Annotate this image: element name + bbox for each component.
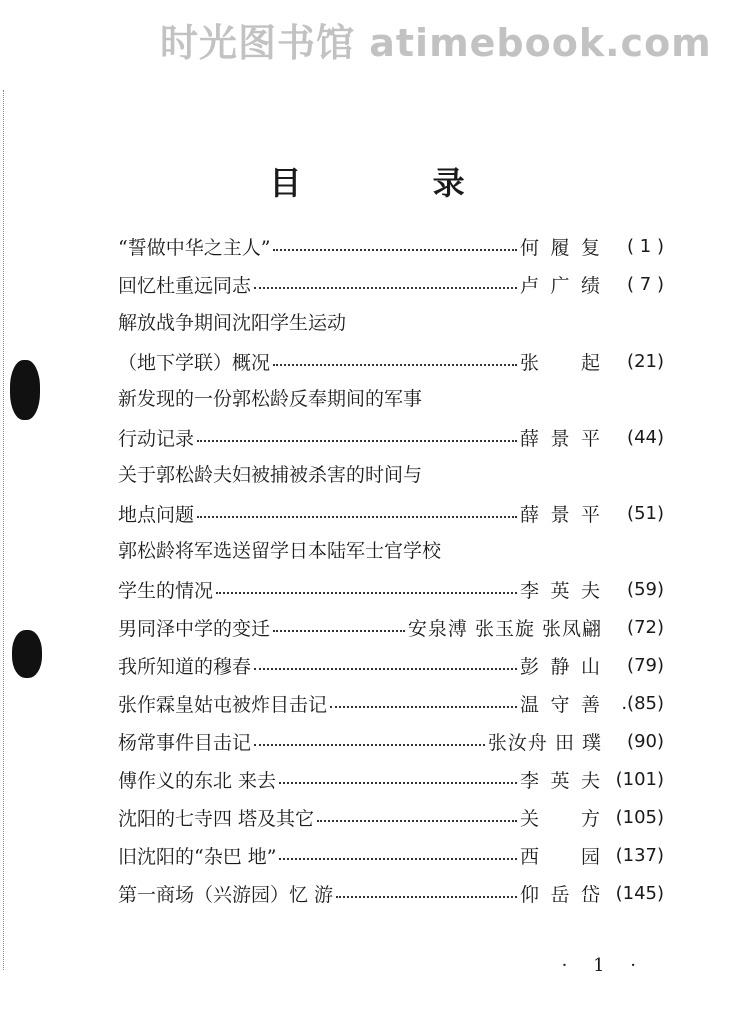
toc-entry-author: 何履复 xyxy=(520,236,602,259)
watermark: 时光图书馆 atimebook.com xyxy=(160,21,712,65)
toc-entry-title: 郭松龄将军选送留学日本陆军士官学校 xyxy=(118,540,442,562)
toc-entry xyxy=(118,266,664,302)
toc-entry-author: 李英夫 xyxy=(520,579,602,602)
toc-entry xyxy=(118,761,664,797)
toc-entry-line xyxy=(118,305,664,341)
toc-entry-title: 行动记录 xyxy=(118,427,195,450)
toc-entry-title: 杨常事件目击记 xyxy=(118,731,252,754)
dot-leader xyxy=(336,895,517,898)
toc-entry-author: 彭静山 xyxy=(520,655,602,678)
toc-entry-author: 薛景平 xyxy=(520,503,602,526)
page-number: · 1 · xyxy=(561,955,646,976)
toc-entry-author: 西 园 xyxy=(520,845,602,868)
toc-entry-title: 我所知道的穆春 xyxy=(118,655,252,678)
binding-edge xyxy=(3,90,6,970)
toc-entry-page: (51) xyxy=(627,502,664,524)
toc-entry-title: 回忆杜重远同志 xyxy=(118,274,252,297)
toc-entry-author: 张 起 xyxy=(520,351,602,374)
toc-entry-title: 张作霖皇姑屯被炸目击记 xyxy=(118,693,328,716)
toc-entry xyxy=(118,609,664,645)
toc-entry-page: (59) xyxy=(627,578,664,600)
toc-entry-author: 薛景平 xyxy=(520,427,602,450)
toc-entry-page: (137) xyxy=(615,844,664,866)
dot-leader xyxy=(330,705,517,708)
toc-entry-title: 地点问题 xyxy=(118,503,195,526)
toc-entry-page: (105) xyxy=(615,806,664,828)
toc-entry-title: 旧沈阳的“杂巴 地” xyxy=(118,845,277,868)
dot-leader xyxy=(279,781,517,784)
dot-leader xyxy=(279,857,517,860)
toc-entry xyxy=(118,837,664,873)
toc-entry xyxy=(118,419,664,455)
dot-leader xyxy=(273,248,517,251)
toc-entry-title: 男同泽中学的变迁 xyxy=(118,617,271,640)
toc-entry-title: 傅作义的东北 来去 xyxy=(118,769,277,792)
toc-entry xyxy=(118,685,664,721)
toc-entry-author: 张汝舟 田 璞 xyxy=(487,731,602,754)
toc-entry xyxy=(118,799,664,835)
toc-entry-page: (101) xyxy=(615,768,664,790)
page-title: 目 录 xyxy=(269,164,525,202)
dot-leader xyxy=(197,439,517,442)
toc-entry xyxy=(118,343,664,379)
toc-entry-author: 安泉溥 张玉旋 张凤翩 xyxy=(407,617,602,640)
toc-entry-title: “誓做中华之主人” xyxy=(118,236,271,259)
toc-entry-title: 关于郭松龄夫妇被捕被杀害的时间与 xyxy=(118,464,423,486)
dot-leader xyxy=(273,363,517,366)
toc-entry-title: 学生的情况 xyxy=(118,579,214,602)
toc-entry xyxy=(118,723,664,759)
toc-entry-author: 李英夫 xyxy=(520,769,602,792)
ink-blot xyxy=(12,630,42,678)
toc-entry-page: (90) xyxy=(627,730,664,752)
toc-entry-page: (145) xyxy=(615,882,664,904)
dot-leader xyxy=(254,743,485,746)
dot-leader xyxy=(254,667,517,670)
toc-entry-page: ( 7 ) xyxy=(627,273,664,295)
toc-entry-title: （地下学联）概况 xyxy=(118,351,271,374)
toc-entry xyxy=(118,571,664,607)
toc-entry-title: 第一商场（兴游园）忆 游 xyxy=(118,883,334,906)
dot-leader xyxy=(197,515,517,518)
toc-entry-page: (44) xyxy=(627,426,664,448)
toc-entry-author: 仰岳岱 xyxy=(520,883,602,906)
toc-entry-page: (21) xyxy=(627,350,664,372)
toc-entry-line xyxy=(118,533,664,569)
dot-leader xyxy=(273,629,405,632)
dot-leader xyxy=(216,591,517,594)
toc-entry-author: 关 方 xyxy=(520,807,602,830)
toc-entry-title: 新发现的一份郭松龄反奉期间的军事 xyxy=(118,388,423,410)
toc-entry xyxy=(118,228,664,264)
toc-entry xyxy=(118,875,664,911)
toc-entry-page: .(85) xyxy=(621,692,664,714)
toc-entry-page: ( 1 ) xyxy=(627,235,664,257)
toc-entry-page: (79) xyxy=(627,654,664,676)
toc-entry-title: 解放战争期间沈阳学生运动 xyxy=(118,312,347,334)
toc-entry xyxy=(118,495,664,531)
dot-leader xyxy=(317,819,517,822)
toc-entry-author: 温守善 xyxy=(520,693,602,716)
toc-entry xyxy=(118,647,664,683)
toc-entry-author: 卢广绩 xyxy=(520,274,602,297)
toc-entry-page: (72) xyxy=(627,616,664,638)
dot-leader xyxy=(254,286,517,289)
ink-blot xyxy=(10,360,40,420)
toc-entry-title: 沈阳的七寺四 塔及其它 xyxy=(118,807,315,830)
toc-entry-line xyxy=(118,381,664,417)
toc-entry-line xyxy=(118,457,664,493)
